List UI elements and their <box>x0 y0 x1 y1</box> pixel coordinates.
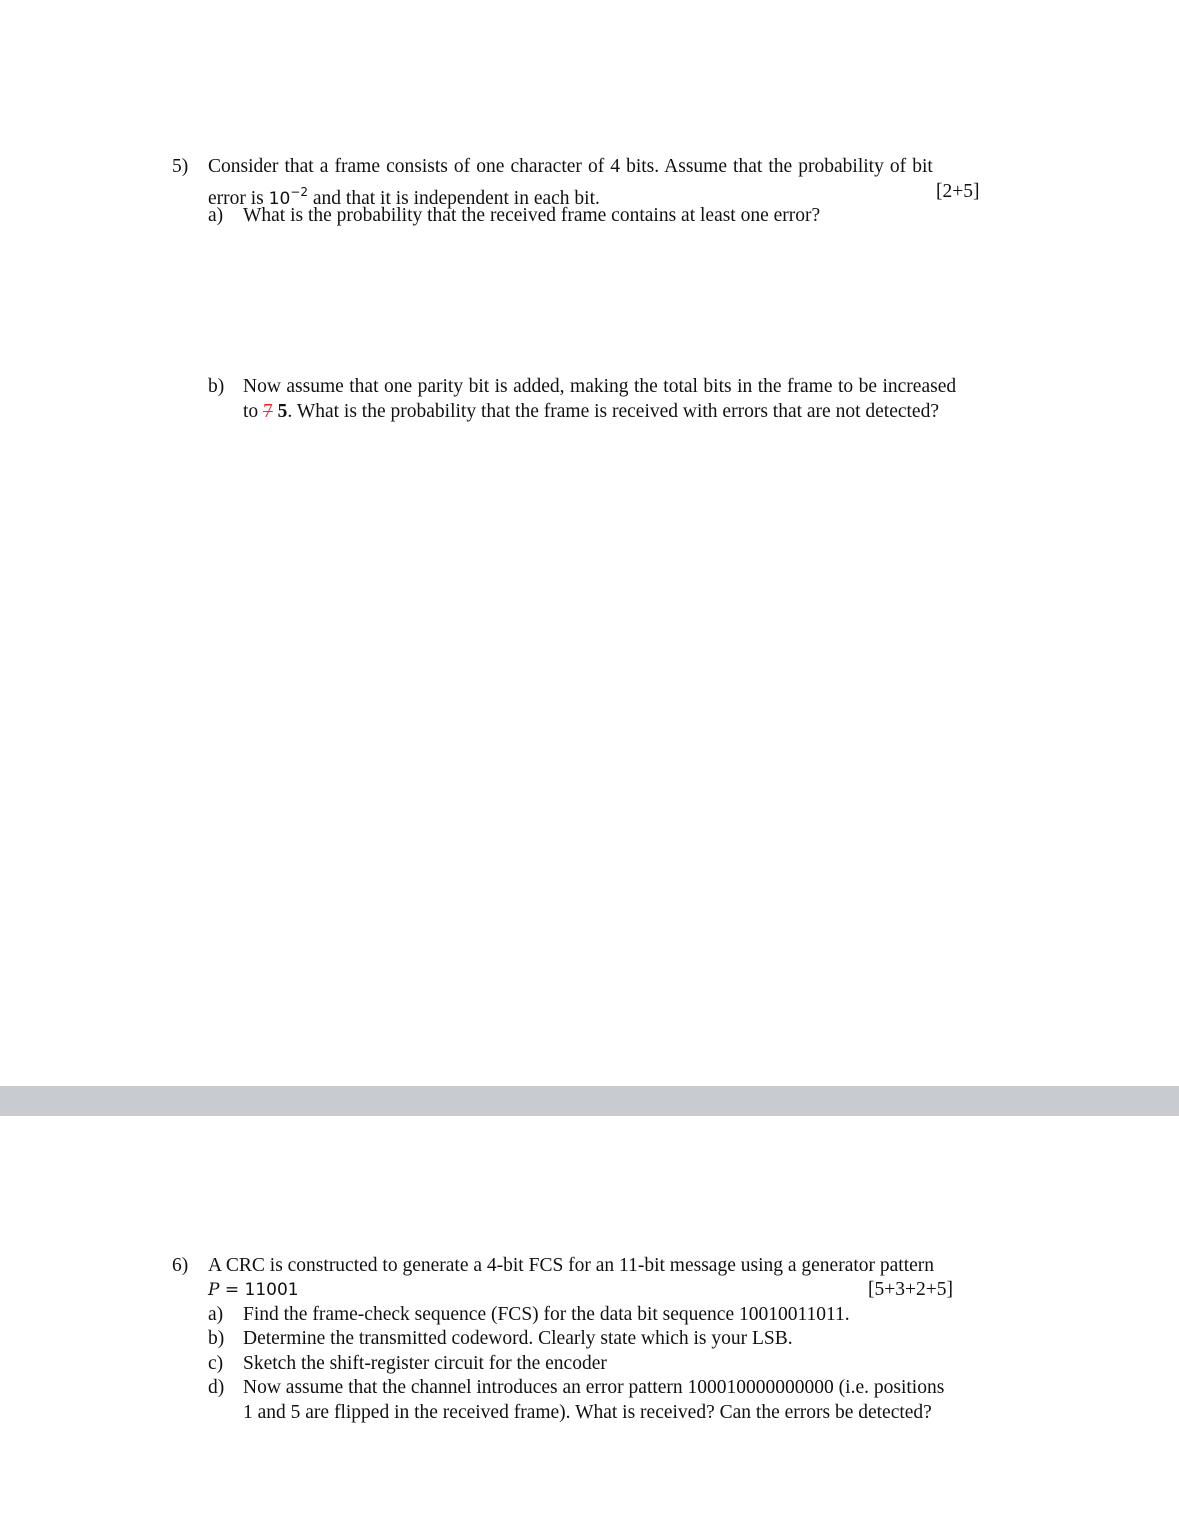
q6b-label: b) <box>208 1328 225 1349</box>
q6-var: P <box>208 1280 220 1300</box>
q5-line-1 <box>208 155 1006 179</box>
q5-line-2-post: and that it is independent in each bit. <box>308 188 600 209</box>
page-separator <box>0 1086 1179 1116</box>
q6-line-1: A CRC is constructed to generate a 4-bit FCS for an 11-bit message using a generator pattern <box>208 1255 935 1276</box>
q5b-line-2 <box>243 400 939 424</box>
q6-line-2 <box>208 1278 299 1302</box>
q5-number: 5) <box>172 156 189 177</box>
q6d-label: d) <box>208 1377 225 1398</box>
q5-line-2-pre: error is <box>208 188 269 209</box>
q5b-label: b) <box>208 376 225 397</box>
q5b-line-1-text: Now assume that one parity bit is added, making the total bits in the frame to be increased <box>243 376 957 397</box>
q5-line-1-text: Consider that a frame consists of one character of 4 bits. Assume that the probability of bit <box>208 156 933 177</box>
q5b-line-1 <box>243 375 1006 399</box>
q5b-line-2-post: . What is the probability that the frame is received with errors that are not detected? <box>287 401 939 422</box>
q6-marks: [5+3+2+5] <box>868 1279 953 1300</box>
q6a-text: Find the frame-check sequence (FCS) for the data bit sequence 10010011011. <box>243 1304 850 1325</box>
q5b-line-2-pre: to <box>243 401 264 422</box>
q6d-line-2: 1 and 5 are flipped in the received frame). What is received? Can the errors be detected? <box>243 1402 932 1423</box>
q5-marks: [2+5] <box>936 181 980 202</box>
q6a-label: a) <box>208 1304 224 1325</box>
corrected-value: 5 <box>277 401 288 422</box>
page-2 <box>0 1116 1179 1520</box>
q5a-label: a) <box>208 205 224 226</box>
q5a-text: What is the probability that the received frame contains at least one error? <box>243 205 821 226</box>
q5-exponent-base: 10 <box>268 189 291 209</box>
q6-eq: = 11001 <box>219 1280 299 1300</box>
q6-number: 6) <box>172 1255 189 1276</box>
struck-value: 7 <box>263 401 273 422</box>
q6b-text: Determine the transmitted codeword. Clearly state which is your LSB. <box>243 1328 793 1349</box>
q5-exponent: −2 <box>290 185 308 199</box>
q6c-text: Sketch the shift-register circuit for the encoder <box>243 1353 607 1374</box>
q6c-label: c) <box>208 1353 224 1374</box>
q6d-line-1: Now assume that the channel introduces an error pattern 100010000000000 (i.e. positions <box>243 1377 945 1398</box>
